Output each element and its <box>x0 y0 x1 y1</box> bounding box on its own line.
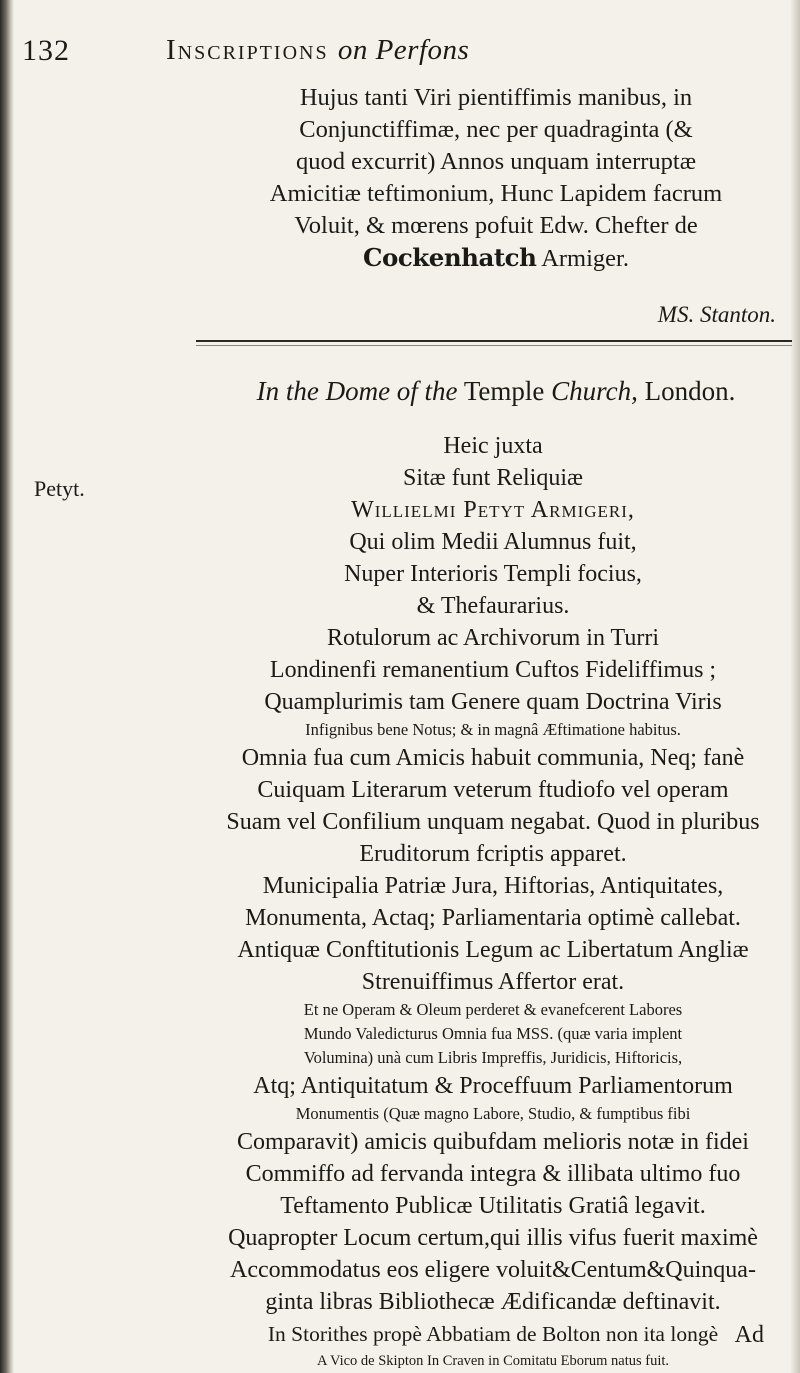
inscription-line: Nuper Interioris Templi focius, <box>344 561 642 587</box>
inscription-line: A Vico de Skipton In Craven in Comitatu Eborum natus fuit. <box>316 1353 670 1369</box>
text-line: Hujus tanti Viri pientiffimis manibus, in <box>299 84 693 111</box>
text-line: Amicitiæ teftimonium, Hunc Lapidem facrum <box>269 180 723 207</box>
heading-italic: In the Dome of the <box>256 376 458 406</box>
inscription-line: Suam vel Confilium unquam negabat. Quod in pluribus <box>226 809 760 835</box>
inscription-line: Sitæ funt Reliquiæ <box>402 465 584 491</box>
inscription-line: Cuiquam Literarum veterum ftudiofo vel operam <box>257 777 729 803</box>
petyt-inscription <box>190 430 796 1372</box>
inscription-line: Accommodatus eos eligere voluit&Centum&Quinqua- <box>230 1257 756 1283</box>
section-heading <box>196 376 796 407</box>
inscription-line: Atq; Antiquitatum & Proceffuum Parliamentorum <box>253 1073 733 1099</box>
inscription-line: Infignibus bene Notus; & in magnâ Æftimatione habitus. <box>305 720 681 739</box>
text-line: Voluit, & mœrens pofuit Edw. Chefter de <box>294 212 698 239</box>
armiger-word: Armiger. <box>541 245 629 272</box>
catchword: Ad <box>734 1322 764 1348</box>
inscription-line: Qui olim Medii Alumnus fuit, <box>349 529 637 555</box>
inscription-line: Monumentis (Quæ magno Labore, Studio, & fumptibus fibi <box>295 1104 691 1123</box>
text-line: Conjunctiffimæ, nec per quadraginta (& <box>299 116 693 143</box>
inscription-line: Rotulorum ac Archivorum in Turri <box>327 625 659 651</box>
section-divider-thin <box>196 345 792 346</box>
inscription-line: Et ne Operam & Oleum perderet & evanefcerent Labores <box>303 1000 683 1019</box>
blackletter-word: Cockenhatch <box>363 243 537 272</box>
inscription-line: ginta libras Bibliothecæ Ædificandæ deftinavit. <box>265 1289 721 1315</box>
running-title-italic: on Perfons <box>337 34 470 66</box>
running-title <box>166 34 469 67</box>
heading-church: Church, <box>551 376 638 406</box>
inscription-line: & Thefaurarius. <box>416 593 570 619</box>
source-signature: MS. Stanton. <box>657 302 776 327</box>
text-line: quod excurrit) Annos unquam interruptæ <box>295 148 697 175</box>
chester-inscription-ending <box>196 82 796 275</box>
book-spine-shadow <box>0 0 14 1373</box>
inscription-line: Volumina) unà cum Libris Impreffis, Juridicis, Hiftoricis, <box>303 1048 683 1067</box>
inscription-line: Municipalia Patriæ Jura, Hiftorias, Antiquitates, <box>262 873 724 899</box>
inscription-line: Mundo Valedicturus Omnia fua MSS. (quæ varia implent <box>303 1024 683 1043</box>
running-title-caps: Inscriptions <box>166 34 329 66</box>
inscription-line: Comparavit) amicis quibufdam melioris notæ in fidei <box>237 1129 749 1155</box>
inscription-line: Heic juxta <box>443 433 543 459</box>
inscription-line: Commiffo ad fervanda integra & illibata ultimo fuo <box>245 1161 741 1187</box>
heading-place: London. <box>644 376 736 406</box>
inscription-line: Quapropter Locum certum,qui illis vifus fuerit maximè <box>228 1225 758 1251</box>
page-number: 132 <box>22 34 70 67</box>
inscription-line: Londinenfi remanentium Cuftos Fideliffimus ; <box>269 657 717 683</box>
inscription-line: Eruditorum fcriptis apparet. <box>359 841 627 867</box>
armiger-line <box>196 242 796 275</box>
section-divider <box>196 340 792 342</box>
heading-temple: Temple <box>463 376 545 406</box>
inscription-line: Strenuiffimus Affertor erat. <box>361 969 625 995</box>
inscription-line: Omnia fua cum Amicis habuit communia, Neq; fanè <box>241 745 745 771</box>
running-head <box>0 34 800 74</box>
inscription-line: Monumenta, Actaq; Parliamentaria optimè callebat. <box>245 905 741 931</box>
inscription-line: Antiquæ Conftitutionis Legum ac Libertatum Angliæ <box>237 937 749 963</box>
inscription-line: Teftamento Publicæ Utilitatis Gratiâ legavit. <box>280 1193 706 1219</box>
inscription-line: In Storithes propè Abbatiam de Bolton non ita longè <box>267 1322 719 1346</box>
margin-note: Petyt. <box>34 476 85 501</box>
inscription-line: Quamplurimis tam Genere quam Doctrina Viris <box>264 689 722 715</box>
inscription-line: Willielmi Petyt Armigeri, <box>351 497 635 523</box>
